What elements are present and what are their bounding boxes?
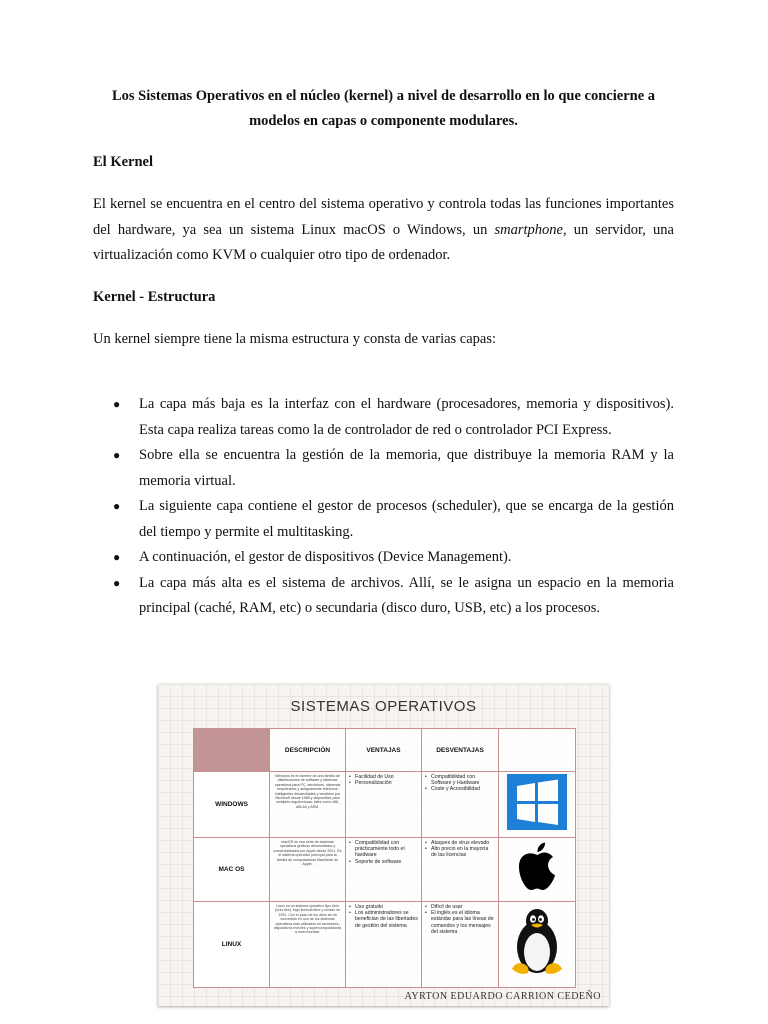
layer-list (93, 392, 674, 622)
list-item: • El inglés es el idioma estándar para las líneas de comandos y los mensajes del sistema (425, 910, 494, 935)
desventajas-cell (422, 772, 499, 838)
list-item: • Difícil de usar (425, 904, 463, 910)
list-item-text: Uso gratuito (355, 904, 383, 910)
list-item: • Compatibilidad con Software y Hardware (425, 774, 480, 787)
desventajas-cell (422, 838, 499, 902)
table-header-row (194, 729, 576, 772)
list-item: • Personalización (349, 780, 392, 787)
header-ventajas: VENTAJAS (346, 729, 422, 772)
list-item-text: Alto precio en la mayoría de las licencias (431, 846, 489, 859)
apple-logo-icon (515, 841, 559, 893)
list-item (93, 571, 674, 622)
kernel-paragraph-italic: smartphone, (494, 221, 567, 238)
list-item (93, 392, 674, 443)
logo-cell (499, 902, 576, 988)
author-signature: AYRTON EDUARDO CARRION CEDEÑO (404, 991, 601, 1002)
document-title: Los Sistemas Operativos en el núcleo (kernel) a nivel de desarrollo en lo que concierne a modelos en capas o componente modulares. (111, 88, 656, 129)
list-item: • Ataques de virus elevado (425, 840, 490, 846)
description-cell (270, 902, 346, 988)
list-item-text: Facilidad de Uso (355, 774, 394, 780)
os-comparison-table (193, 728, 576, 988)
kernel-paragraph-text-1: El kernel se encuentra en el centro del sistema operativo y controla todas las funciones importantes del hardware, ya sea un sistema Linux macOS o Windows, un (93, 196, 674, 238)
description-text: Linux es un sistema operativo tipo Unix (Unix-like), bajo licencia libre y creado en 1991. Con el paso de los años se ha convertido en uno de los sistemas operativos más utilizados en servidores, dispositivos móviles y supercomputadoras a nivel mundial. (273, 904, 342, 935)
kernel-paragraph-text-2: un servidor, una virtualización como KVM o cualquier otro tipo de ordenador. (93, 221, 674, 263)
description-text: Windows es el nombre de una familia de distribuciones de software y sistemas operativos para PC, servidores, sistemas empotrados y antiguamente teléfonos inteligentes desarrollados y vendidos por Microsoft desde 1985 y disponibles para múltiples arquitecturas, tales como x86, x86-64 y ARM. (274, 774, 341, 809)
list-item-text: Coste y Accesibilidad (431, 786, 481, 793)
windows-logo-icon (507, 774, 567, 830)
list-item-text: Compatibilidad con Software y Hardware (431, 774, 480, 787)
list-item: • Los administradores se benefician de las libertades de gestión del sistema (349, 910, 418, 929)
list-item: • Compatibilidad con prácticamente todo el hardware (349, 840, 405, 859)
list-item-text: Personalización (355, 780, 392, 787)
header-corner-cell (194, 729, 270, 772)
os-name-cell: LINUX (194, 902, 270, 988)
tux-penguin-icon (508, 907, 566, 977)
desventajas-cell (422, 902, 499, 988)
list-item: • Coste y Accesibilidad (425, 786, 481, 793)
list-item-text: Sobre ella se encuentra la gestión de la memoria, que distribuye la memoria RAM y la memoria virtual. (139, 447, 674, 489)
list-item: • Alto precio en la mayoría de las licencias (425, 846, 489, 859)
bullet-icon: ● (113, 397, 121, 411)
list-item: • Facilidad de Uso (349, 774, 394, 780)
os-name-cell: WINDOWS (194, 772, 270, 838)
header-description: DESCRIPCIÓN (270, 729, 346, 772)
bullet-icon: ● (113, 499, 121, 513)
ventajas-cell (346, 902, 422, 988)
bullet-icon: ● (113, 575, 121, 590)
list-item-text: Los administradores se benefician de las libertades de gestión del sistema (355, 910, 418, 929)
section-heading-kernel: El Kernel (93, 154, 154, 170)
header-logo-cell (499, 729, 576, 772)
logo-cell (499, 838, 576, 902)
os-name-cell: MAC OS (194, 838, 270, 902)
infographic-title: SISTEMAS OPERATIVOS (290, 698, 477, 715)
structure-intro: Un kernel siempre tiene la misma estructura y consta de varias capas: (93, 330, 497, 347)
logo-cell (499, 772, 576, 838)
list-item-text: A continuación, el gestor de dispositivos (Device Management). (139, 549, 512, 565)
list-item-text: Soporte de software (355, 858, 402, 865)
list-item-text: Compatibilidad con prácticamente todo el hardware (355, 840, 405, 859)
table-row (194, 838, 576, 902)
list-item: • Soporte de software (349, 858, 402, 865)
table-row (194, 772, 576, 838)
description-cell (270, 838, 346, 902)
list-item-text: La siguiente capa contiene el gestor de procesos (scheduler), que se encarga de la gestión del tiempo y permite el multitasking. (139, 498, 674, 540)
list-item-text: La capa más baja es la interfaz con el hardware (procesadores, memoria y dispositivos). Esta capa realiza tareas como la de controlador de red o controlador PCI Express. (139, 396, 674, 438)
section-heading-structure: Kernel - Estructura (93, 288, 216, 305)
description-text: macOS es una serie de sistemas operativos gráficos desarrollados y comercializados por Apple desde 2001. Es el sistema operativo principal para la familia de computadoras Macintosh de Apple. (273, 840, 342, 867)
list-item: • Uso gratuito (349, 904, 383, 910)
bullet-icon: ● (113, 550, 121, 564)
header-desventajas: DESVENTAJAS (422, 729, 499, 772)
list-item-text: Ataques de virus elevado (431, 840, 490, 846)
ventajas-cell (346, 838, 422, 902)
list-item-text: El inglés es el idioma estándar para las líneas de comandos y los mensajes del sistema (431, 910, 494, 935)
list-item-text: La capa más alta es el sistema de archivos. Allí, se le asigna un espacio en la memoria principal (caché, RAM, etc) o secundaria (disco duro, USB, etc) a los procesos. (139, 574, 674, 616)
list-item (93, 443, 674, 494)
list-item (93, 494, 674, 545)
document-page (93, 84, 674, 622)
kernel-paragraph (93, 192, 674, 269)
ventajas-cell (346, 772, 422, 838)
os-comparison-infographic (158, 684, 609, 1006)
description-cell (270, 772, 346, 838)
list-item-text: Difícil de usar (431, 904, 463, 910)
table-row (194, 902, 576, 988)
list-item (93, 545, 674, 571)
bullet-icon: ● (113, 448, 121, 462)
